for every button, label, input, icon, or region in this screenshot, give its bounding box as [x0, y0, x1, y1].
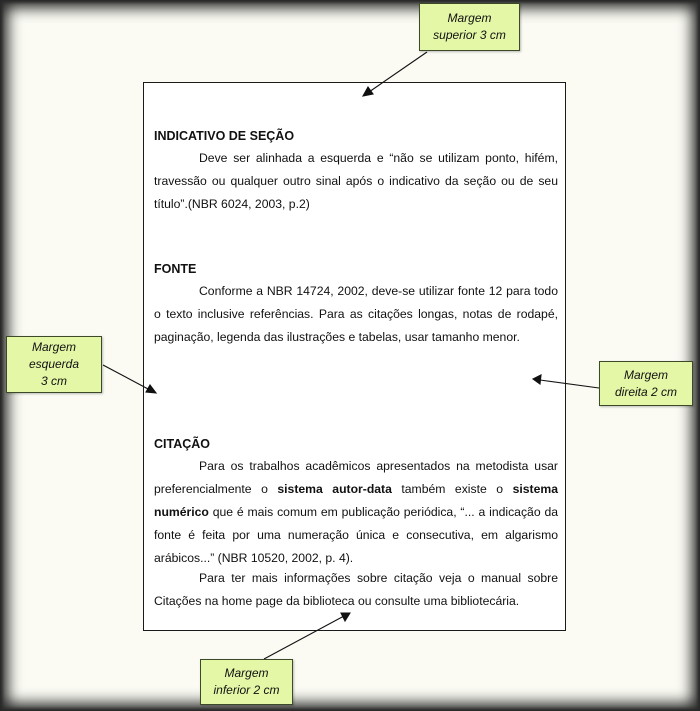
heading-citacao: CITAÇÃO	[154, 437, 211, 451]
arrow-direita	[540, 380, 599, 388]
paragraph-citacao-2: Para ter mais informações sobre citação veja o manual sobre Citações na home page da biblioteca ou consulte uma bibliotecária.	[154, 571, 558, 608]
heading-fonte: FONTE	[154, 262, 197, 276]
callout-direita-line2: direita 2 cm	[614, 384, 678, 399]
callout-margem-superior	[419, 3, 520, 51]
citacao-bold-autor-data: sistema autor-data	[277, 482, 392, 496]
callout-inferior-line1: Margem	[224, 666, 269, 680]
citacao-text-1: Para os trabalhos acadêmicos apresentados na metodista usar preferencialmente o	[154, 459, 558, 496]
arrow-esquerda	[103, 365, 150, 390]
callout-margem-esquerda	[6, 336, 102, 393]
arrow-superior	[369, 52, 427, 92]
citacao-text-2: também existe o	[391, 482, 513, 496]
citacao-bold-sistema-numerico: sistema numérico	[154, 482, 558, 519]
arrowhead-superior	[363, 87, 373, 96]
paragraph-indicativo: Deve ser alinhada a esquerda e “não se utilizam ponto, hifém, travessão ou qualquer outro sinal após o indicativo da seção ou de seu título”.(NBR 6024, 2003, p.2)	[154, 151, 558, 211]
callout-margem-inferior	[200, 659, 293, 705]
callout-direita-line1: Margem	[623, 367, 668, 382]
callout-esquerda-line2: esquerda	[28, 357, 80, 371]
callout-inferior-line2: inferior 2 cm	[213, 683, 280, 697]
arrowhead-esquerda	[146, 385, 156, 393]
callout-margem-direita	[599, 361, 693, 406]
arrowhead-direita	[533, 375, 541, 384]
citacao-text-3: que é mais comum em publicação periódica, “... a indicação da fonte é feita por uma numeração única e consecutiva, em algarismo arábicos...” (NBR 10520, 2002, p. 4).	[154, 505, 558, 565]
paragraph-fonte: Conforme a NBR 14724, 2002, deve-se utilizar fonte 12 para todo o texto inclusive referências. Para as citações longas, notas de rodapé, paginação, legenda das ilustrações e tabelas, usar tamanho menor.	[154, 284, 558, 344]
callout-esquerda-line3: 3 cm	[40, 374, 67, 388]
callout-superior-line1: Margem	[447, 11, 492, 25]
callout-superior-line2: superior 3 cm	[433, 28, 506, 42]
arrow-inferior	[264, 616, 344, 659]
heading-indicativo-de-secao: INDICATIVO DE SEÇÃO	[154, 129, 295, 143]
callout-esquerda-line1: Margem	[31, 340, 76, 354]
